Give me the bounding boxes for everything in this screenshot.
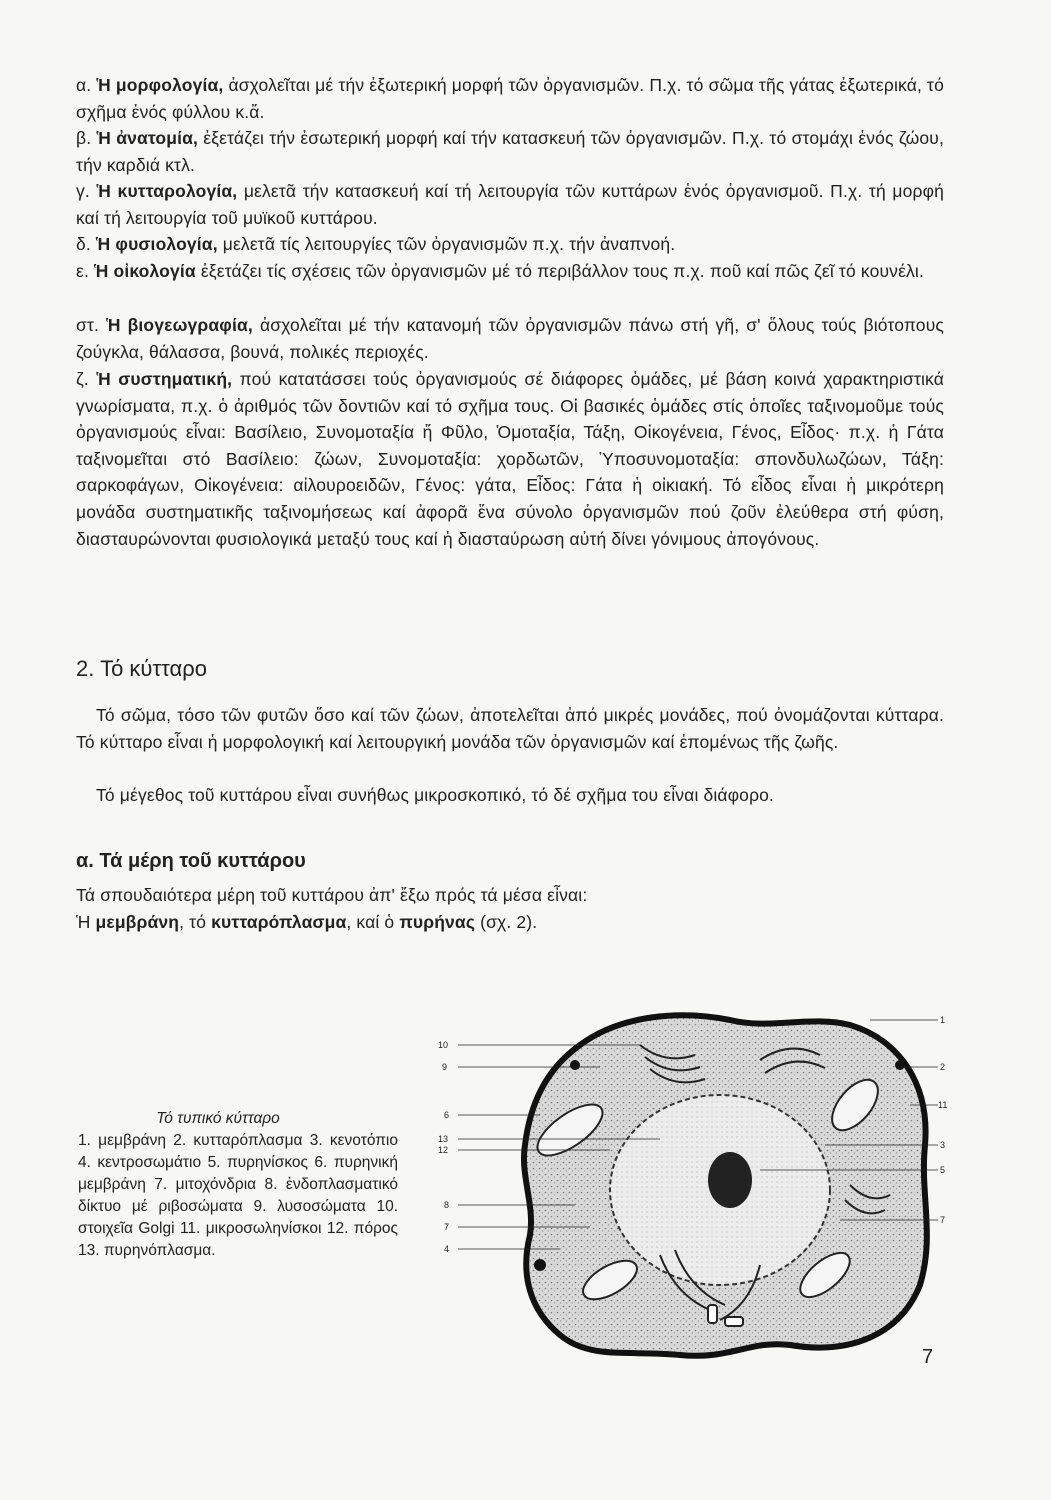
cell-diagram-figure: [430, 1005, 950, 1375]
paragraph-cytology: γ. Ἡ κυτταρολογία, μελετᾶ τήν κατασκευή καί τή λειτουργία τῶν κυττάρων ἑνός ὀργανισμοῦ. Π.χ. τή μορφή καί τή λειτουργία τοῦ μυϊκοῦ κυττάρου.: [76, 181, 944, 228]
paragraph-morphology: α. Ἡ μορφολογία, ἀσχολεῖται μέ τήν ἐξωτερική μορφή τῶν ὀργανισμῶν. Π.χ. τό σῶμα τῆς γάτας ἐξωτερικά, τό σχῆμα ἑνός φύλλου κ.ἄ.: [76, 75, 944, 122]
centrosome: [725, 1317, 743, 1326]
paragraph-physiology: δ. Ἡ φυσιολογία, μελετᾶ τίς λειτουργίες τῶν ὀργανισμῶν π.χ. τήν ἀναπνοή.: [76, 234, 676, 254]
label-9: 9: [442, 1062, 448, 1072]
subsection-heading-cell-parts: α. Τά μέρη τοῦ κυττάρου: [76, 850, 306, 872]
label-5: 5: [940, 1165, 946, 1175]
paragraph-biogeography: στ. Ἡ βιογεωγραφία, ἀσχολεῖται μέ τήν κατανομή τῶν ὀργανισμῶν πάνω στή γῆ, σ' ὅλους τούς βιότοπους ζούγκλα, θάλασσα, βουνά, πολικές περιοχές.: [76, 315, 944, 362]
label-10: 10: [438, 1040, 449, 1050]
paragraph-cell-size: Τό μέγεθος τοῦ κυττάρου εἶναι συνήθως μικροσκοπικό, τό δέ σχῆμα του εἶναι διάφορο.: [96, 785, 775, 805]
label-8: 8: [444, 1200, 450, 1210]
label-7-right: 7: [940, 1215, 946, 1225]
cell-nucleolus: [708, 1152, 752, 1208]
label-4: 4: [444, 1244, 450, 1254]
label-7-left: 7: [444, 1222, 450, 1232]
paragraph-ecology: ε. Ἡ οἰκολογία ἐξετάζει τίς σχέσεις τῶν ὀργανισμῶν μέ τό περιβάλλον τους π.χ. ποῦ καί πῶς ζεῖ τό κουνέλι.: [76, 261, 924, 281]
label-1: 1: [940, 1015, 946, 1025]
paragraph-cell-intro: Τό σῶμα, τόσο τῶν φυτῶν ὅσο καί τῶν ζώων, ἀποτελεῖται ἀπό μικρές μονάδες, πού ὀνομάζονται κύτταρα. Τό κύτταρο εἶναι ἡ μορφολογική καί λειτουργική μονάδα τῶν ὀργανισμῶν καί ἐπομένως τῆς ζωῆς.: [76, 705, 944, 752]
label-13: 13: [438, 1134, 449, 1144]
centrosome: [708, 1305, 717, 1323]
figure-caption: [78, 1108, 398, 1262]
paragraph-cell-parts: Τά σπουδαιότερα μέρη τοῦ κυττάρου ἀπ' ἔξω πρός τά μέσα εἶναι: Ἡ μεμβράνη, τό κυτταρόπλασμα, καί ὁ πυρήνας (σχ. 2).: [76, 885, 588, 932]
section-heading-cell: 2. Τό κύτταρο: [76, 656, 208, 681]
figure-caption-text: 1. μεμβράνη 2. κυτταρόπλασμα 3. κενοτόπιο 4. κεντροσωμάτιο 5. πυρηνίσκος 6. πυρηνική μεμβράνη 7. μιτοχόνδρια 8. ἐνδοπλασματικό δίκτυο μέ ριβοσώματα 9. λυσοσώματα 10. στοιχεῖα Golgi 11. μικροσωληνίσκοι 12. πόρος 13. πυρηνόπλασμα.: [78, 1132, 398, 1259]
label-2: 2: [940, 1062, 946, 1072]
label-3: 3: [940, 1140, 946, 1150]
page-number: 7: [922, 1346, 934, 1368]
label-12: 12: [438, 1145, 449, 1155]
label-11: 11: [938, 1100, 948, 1110]
paragraph-anatomy: β. Ἡ ἀνατομία, ἐξετάζει τήν ἐσωτερική μορφή καί τήν κατασκευή τῶν ὀργανισμῶν. Π.χ. τό στομάχι ἑνός ζώου, τήν καρδιά κτλ.: [76, 128, 944, 175]
label-6: 6: [444, 1110, 450, 1120]
paragraph-systematics: ζ. Ἡ συστηματική, πού κατατάσσει τούς ὀργανισμούς σέ διάφορες ὁμάδες, μέ βάση κοινά χαρακτηριστικά γνωρίσματα, π.χ. ὁ ἀριθμός τῶν δοντιῶν καί τό σχῆμα τους. Οἱ βασικές ὁμάδες στίς ὁποῖες ταξινομοῦμε τούς ὀργανισμούς εἶναι: Βασίλειο, Συνομοταξία ἤ Φῦλο, Ὁμοταξία, Τάξη, Οἰκογένεια, Γένος, Εἶδος· π.χ. ἡ Γάτα ταξινομεῖται στό Βασίλειο: ζώων, Συνομοταξία: χορδωτῶν, Ὑποσυνομοταξία: σπονδυλωζώων, Τάξη: σαρκοφάγων, Οἰκογένεια: αἰλουροειδῶν, Γένος: γάτα, Εἶδος: Γάτα ἡ οἰκιακή. Τό εἶδος εἶναι ἡ μικρότερη μονάδα συστηματικῆς ταξινομήσεως καί ἀφορᾶ ἕνα σύνολο ὀργανισμῶν πού ζοῦν ἐλεύθερα στή φύση, διασταυρώνονται φυσιολογικά μεταξύ τους καί ἡ διασταύρωση αὐτή δίνει γόνιμους ἀπογόνους.: [76, 369, 945, 549]
figure-caption-title: Τό τυπικό κύτταρο: [156, 1110, 280, 1127]
